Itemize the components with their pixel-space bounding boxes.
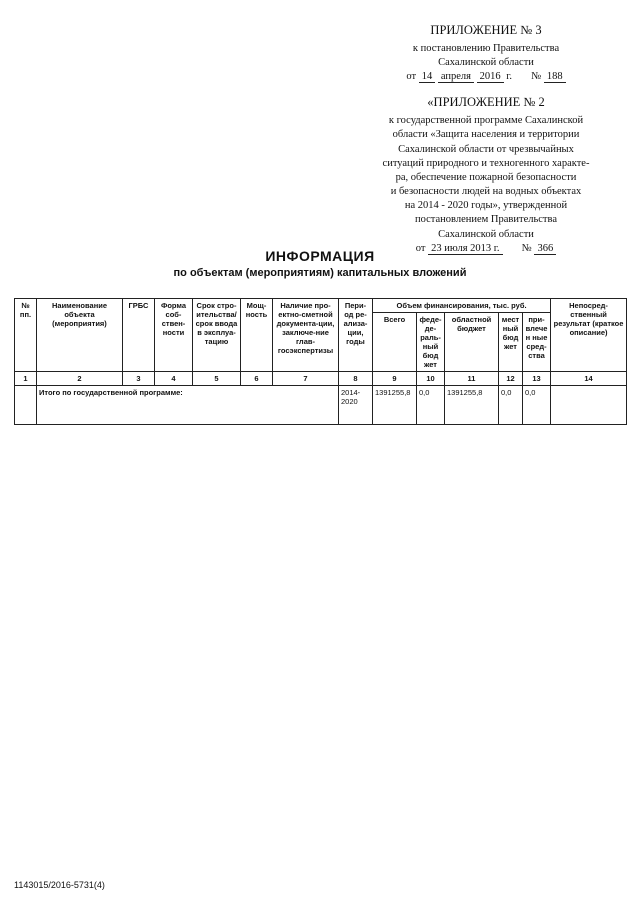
column-number: 3: [123, 372, 155, 386]
header-name: Наименование объекта (мероприятия): [37, 299, 123, 372]
table-header-row: [15, 299, 627, 313]
appendix-date: 23 июля 2013 г.: [428, 243, 502, 255]
column-number: 1: [15, 372, 37, 386]
header-total: Всего: [373, 313, 417, 372]
appendix-line: к государственной программе Сахалинской: [388, 115, 584, 127]
appendix-line: на 2014 - 2020 годы», утвержденной: [404, 200, 568, 212]
column-number: 6: [241, 372, 273, 386]
header-result: Непосред-ственный результат (краткое описание): [551, 299, 627, 372]
total-no-cell: [15, 386, 37, 425]
column-number: 11: [445, 372, 499, 386]
document-heading: [0, 248, 640, 279]
appendix-line: Сахалинской области от чрезвычайных: [398, 143, 574, 155]
total-federal: 0,0: [417, 386, 445, 425]
header-attracted: при-влечен ные сред-ства: [523, 313, 551, 372]
appendix-line: и безопасности людей на водных объектах: [390, 186, 582, 198]
column-number: 12: [499, 372, 523, 386]
approval-to-decree: к постановлению Правительства: [412, 42, 560, 54]
header-local: мест ный бюд жет: [499, 313, 523, 372]
appendix-num-sign: №: [521, 242, 532, 254]
column-number: 13: [523, 372, 551, 386]
appendix-line: ситуаций природного и техногенного характе-: [382, 157, 590, 169]
approval-from: от: [406, 71, 417, 83]
approval-day: 14: [419, 71, 436, 83]
column-number: 2: [37, 372, 123, 386]
approval-year-suffix: г.: [506, 71, 512, 83]
column-number: 8: [339, 372, 373, 386]
header-regional: областной бюджет: [445, 313, 499, 372]
total-result: [551, 386, 627, 425]
header-docs: Наличие про-ектно-сметной документа-ции, заключе-ние глав-госэкспертизы: [273, 299, 339, 372]
appendix-from: от: [415, 242, 426, 254]
approval-region: Сахалинской области: [438, 57, 534, 69]
header-ownership: Форма соб-ствен-ности: [155, 299, 193, 372]
total-amount: 1391255,8: [373, 386, 417, 425]
approval-block: [350, 22, 622, 256]
header-capacity: Мощ-ность: [241, 299, 273, 372]
total-attracted: 0,0: [523, 386, 551, 425]
column-number: 9: [373, 372, 417, 386]
header-grbs: ГРБС: [123, 299, 155, 372]
header-federal: феде-де-раль-ный бюд жет: [417, 313, 445, 372]
approval-date-line: [350, 70, 622, 84]
appendix-number: 366: [534, 243, 556, 255]
page-subtitle: по объектам (мероприятиям) капитальных вложений: [173, 267, 467, 279]
total-regional: 1391255,8: [445, 386, 499, 425]
approval-year: 2016: [477, 71, 504, 83]
appendix-line: постановлением Правительства: [414, 214, 557, 226]
appendix-line: ра, обеспечение пожарной безопасности: [395, 171, 577, 183]
appendix-title: «ПРИЛОЖЕНИЕ № 2: [427, 95, 545, 110]
appendix-line: области «Защита населения и территории: [392, 129, 580, 141]
header-term: Срок стро-ительства/ срок ввода в эксплуа-тацию: [193, 299, 241, 372]
page-title: ИНФОРМАЦИЯ: [265, 248, 375, 264]
total-period: 2014-2020: [339, 386, 373, 425]
capital-investments-table: [14, 298, 627, 425]
column-number: 14: [551, 372, 627, 386]
approval-num-sign: №: [531, 71, 542, 83]
header-no: № пп.: [15, 299, 37, 372]
column-number: 7: [273, 372, 339, 386]
document-number: 1143015/2016-5731(4): [14, 880, 105, 890]
column-number: 5: [193, 372, 241, 386]
total-local: 0,0: [499, 386, 523, 425]
column-numbers-row: [15, 372, 627, 386]
approval-number: 188: [544, 71, 566, 83]
approval-title: ПРИЛОЖЕНИЕ № 3: [430, 23, 542, 37]
header-period: Пери-од ре-ализа-ции, годы: [339, 299, 373, 372]
approval-month: апреля: [438, 71, 474, 83]
appendix-line: Сахалинской области: [438, 228, 534, 240]
header-funding: Объем финансирования, тыс. руб.: [373, 299, 551, 313]
total-label: Итого по государственной программе:: [37, 386, 339, 425]
column-number: 4: [155, 372, 193, 386]
column-number: 10: [417, 372, 445, 386]
table-row-total: [15, 386, 627, 425]
